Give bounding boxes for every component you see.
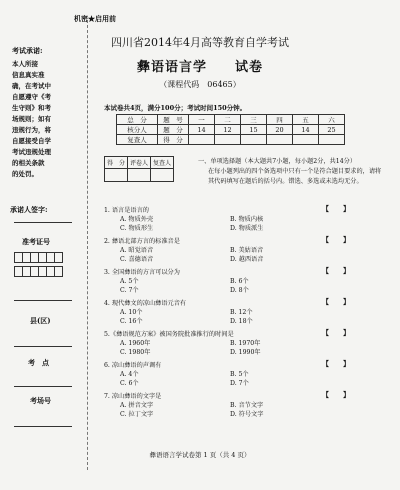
- score-input-cell[interactable]: [293, 135, 319, 145]
- table-cell: 25: [319, 125, 345, 135]
- question-stem: 1. 语言是语言的: [104, 207, 149, 214]
- answer-bracket[interactable]: 【 】: [322, 235, 350, 244]
- pledge-line: 违规行为，将: [12, 126, 51, 134]
- pledge-text: [12, 59, 68, 180]
- table-cell: 一: [189, 115, 215, 125]
- score-table: [116, 114, 345, 145]
- answer-option: B. 美姑语音: [230, 247, 264, 254]
- pledge-line: 的相关条款: [12, 159, 45, 167]
- answer-option: D. 18个: [230, 318, 253, 325]
- signature-line[interactable]: [14, 222, 72, 223]
- answer-bracket[interactable]: 【 】: [322, 204, 350, 213]
- site-label: 考 点: [28, 358, 49, 367]
- score-input-cell[interactable]: [267, 135, 293, 145]
- table-cell: 14: [293, 125, 319, 135]
- table-row: [105, 169, 174, 182]
- table-cell: 三: [241, 115, 267, 125]
- district-line[interactable]: [14, 300, 72, 301]
- table-cell: 二: [215, 115, 241, 125]
- table-row: [117, 135, 345, 145]
- site-line[interactable]: [14, 346, 72, 347]
- table-cell: 五: [293, 115, 319, 125]
- table-cell: 题 分: [158, 125, 189, 135]
- score-input-cell[interactable]: [241, 135, 267, 145]
- table-cell: 题 号: [158, 115, 189, 125]
- answer-option: D. 8个: [230, 287, 249, 294]
- district-label: 县(区): [30, 316, 51, 325]
- answer-option: A. 5个: [120, 278, 139, 285]
- answer-option: A. 物质外壳: [120, 216, 154, 223]
- table-cell: 评卷人: [128, 157, 151, 169]
- question-stem: 3. 全国彝语的方言可以分为: [104, 269, 180, 276]
- grader-table: [104, 156, 174, 182]
- answer-option: C. 1980年: [120, 349, 151, 356]
- table-cell: 总 分: [117, 115, 158, 125]
- answer-option: D. 物质派生: [230, 225, 264, 232]
- table-cell: 15: [241, 125, 267, 135]
- table-cell: 20: [267, 125, 293, 135]
- table-row: [117, 125, 345, 135]
- answer-option: A. 4个: [120, 371, 139, 378]
- question-stem: 7. 凉山彝语的文字是: [104, 393, 162, 400]
- exam-number-label: 准考证号: [22, 237, 50, 246]
- answer-option: D. 越西语音: [230, 256, 264, 263]
- score-input-cell[interactable]: [319, 135, 345, 145]
- answer-option: A. 昭觉语音: [120, 247, 154, 254]
- section-title: 一、单项选择题（本大题共7小题，每小题2分，共14分）: [198, 158, 357, 165]
- pledge-line: 信息真实准: [12, 71, 45, 79]
- question-stem: 4. 现代彝文的凉山彝语元音有: [104, 300, 187, 307]
- answer-option: C. 16个: [120, 318, 143, 325]
- confidential-label: 机密★启用前: [74, 14, 116, 23]
- answer-bracket[interactable]: 【 】: [322, 390, 350, 399]
- table-cell: 四: [267, 115, 293, 125]
- answer-option: B. 物质内核: [230, 216, 264, 223]
- pledge-line: 自愿接受自学: [12, 137, 51, 145]
- question-stem: 5.《彝语规范方案》被国务院批准推行的时间是: [104, 331, 234, 338]
- pledge-line: 确，在考试中: [12, 82, 51, 90]
- table-cell: 复查人: [151, 157, 174, 169]
- room-line-2[interactable]: [14, 426, 72, 427]
- answer-option: B. 12个: [230, 309, 253, 316]
- answer-option: C. 6个: [120, 380, 139, 387]
- table-cell: 得 分: [158, 135, 189, 145]
- table-cell: 复查人: [117, 135, 158, 145]
- table-row: [117, 115, 345, 125]
- answer-option: C. 喜德语音: [120, 256, 154, 263]
- pledge-line: 生守则》和考: [12, 104, 51, 112]
- answer-option: A. 拼音文字: [120, 402, 154, 409]
- pledge-line: 自愿遵守《考: [12, 93, 51, 101]
- pledge-title: 考试承诺:: [12, 46, 43, 55]
- page-footer: 彝语语言学试卷第 1 页（共 4 页）: [149, 451, 251, 459]
- grader-input-cell[interactable]: [128, 169, 151, 182]
- pledge-line: 场规则；如有: [12, 115, 51, 123]
- grader-input-cell[interactable]: [105, 169, 128, 182]
- exam-number-boxes[interactable]: [14, 266, 62, 277]
- answer-bracket[interactable]: 【 】: [322, 359, 350, 368]
- question-stem: 6. 凉山彝语的声调有: [104, 362, 162, 369]
- table-row: [105, 157, 174, 169]
- paper-subject: 彝语语言学 试卷: [136, 60, 263, 75]
- answer-bracket[interactable]: 【 】: [322, 328, 350, 337]
- answer-option: C. 物质形生: [120, 225, 154, 232]
- answer-bracket[interactable]: 【 】: [322, 266, 350, 275]
- table-cell: 核分人: [117, 125, 158, 135]
- pledge-line: 考试违规处理: [12, 148, 51, 156]
- score-input-cell[interactable]: [215, 135, 241, 145]
- paper-info: 本试卷共4页，满分100分；考试时间150分钟。: [104, 104, 247, 112]
- answer-option: A. 1960年: [120, 340, 151, 347]
- section-instruction: 在每小题列出的四个备选项中只有一个是符合题目要求的，请将其代码填写在题后的括号内。错选、多选或未选均无分。: [208, 168, 382, 185]
- table-cell: 得 分: [105, 157, 128, 169]
- answer-option: B. 6个: [230, 278, 249, 285]
- answer-option: B. 音节文字: [230, 402, 264, 409]
- grader-input-cell[interactable]: [151, 169, 174, 182]
- course-code: （课程代码 06465）: [159, 80, 241, 89]
- answer-option: C. 拉丁文字: [120, 411, 154, 418]
- room-line[interactable]: [14, 386, 72, 387]
- answer-option: A. 10个: [120, 309, 143, 316]
- answer-option: D. 1990年: [230, 349, 261, 356]
- pledge-line: 的处罚。: [12, 170, 38, 178]
- answer-option: D. 符号文字: [230, 411, 264, 418]
- score-input-cell[interactable]: [189, 135, 215, 145]
- room-label: 考场号: [30, 396, 51, 405]
- exam-number-boxes[interactable]: [14, 252, 62, 263]
- question-stem: 2. 彝语北部方言的标准音是: [104, 238, 180, 245]
- answer-option: D. 7个: [230, 380, 249, 387]
- pledge-line: 本人所接: [12, 60, 38, 68]
- answer-bracket[interactable]: 【 】: [322, 297, 350, 306]
- table-cell: 六: [319, 115, 345, 125]
- answer-option: C. 7个: [120, 287, 139, 294]
- signature-label: 承诺人签字:: [10, 205, 48, 214]
- section-heading: [198, 157, 384, 187]
- exam-title: 四川省2014年4月高等教育自学考试: [111, 36, 289, 49]
- table-cell: 12: [215, 125, 241, 135]
- answer-option: B. 1970年: [230, 340, 261, 347]
- table-cell: 14: [189, 125, 215, 135]
- answer-option: B. 5个: [230, 371, 249, 378]
